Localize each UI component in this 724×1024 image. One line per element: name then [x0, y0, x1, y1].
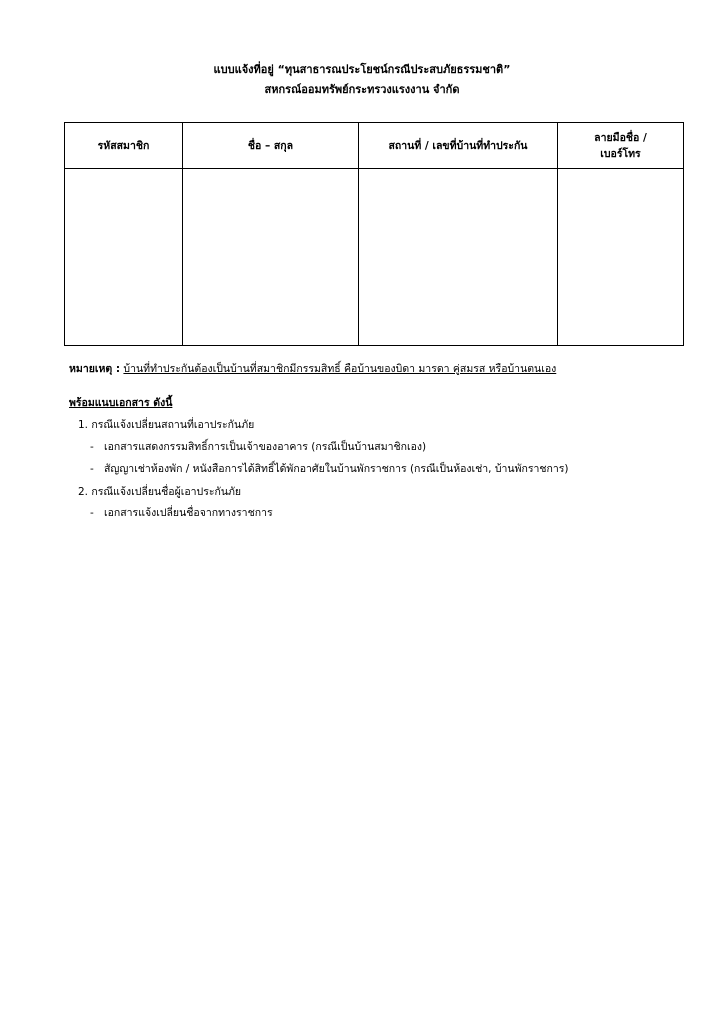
full-name-cell[interactable]: [183, 169, 359, 346]
table-row: [65, 169, 684, 346]
list-subitem: [90, 505, 273, 521]
attachments-heading: พร้อมแนบเอกสาร ดังนี้: [69, 397, 173, 409]
header-phone-label: เบอร์โทร: [600, 147, 641, 160]
remark-text: บ้านที่ทำประกันต้องเป็นบ้านที่สมาชิกมีกรรมสิทธิ์ คือบ้านของบิดา มารดา คู่สมรส หรือบ้านตนเอง: [123, 363, 557, 375]
header-signature-phone: [558, 123, 684, 169]
member-id-cell[interactable]: [65, 169, 183, 346]
list-item: 2. กรณีแจ้งเปลี่ยนชื่อผู้เอาประกันภัย: [78, 486, 242, 498]
list-subitem: [90, 439, 426, 455]
list-subitem-text: สัญญาเช่าห้องพัก / หนังสือการได้สิทธิ์ได้พักอาศัยในบ้านพักราชการ (กรณีเป็นห้องเช่า, บ้านพักราชการ): [104, 463, 569, 475]
table-header-row: [65, 123, 684, 169]
list-item: 1. กรณีแจ้งเปลี่ยนสถานที่เอาประกันภัย: [78, 419, 255, 431]
remark: [69, 361, 556, 377]
organization-name: สหกรณ์ออมทรัพย์กระทรวงแรงงาน จำกัด: [264, 83, 460, 96]
list-subitem: [90, 461, 569, 477]
list-subitem-text: เอกสารแสดงกรรมสิทธิ์การเป็นเจ้าของอาคาร (กรณีเป็นบ้านสมาชิกเอง): [104, 441, 427, 453]
form-title: แบบแจ้งที่อยู่ “ทุนสาธารณประโยชน์กรณีประสบภัยธรรมชาติ”: [213, 63, 511, 76]
dash-bullet: -: [90, 463, 94, 475]
header-insured-address: สถานที่ / เลขที่บ้านที่ทำประกัน: [359, 123, 558, 169]
member-address-table: [64, 122, 684, 346]
remark-label: หมายเหตุ :: [69, 363, 121, 375]
header-full-name: ชื่อ – สกุล: [183, 123, 359, 169]
insured-address-cell[interactable]: [359, 169, 558, 346]
header-signature-label: ลายมือชื่อ /: [594, 131, 647, 144]
header-member-id: รหัสสมาชิก: [65, 123, 183, 169]
dash-bullet: -: [90, 507, 94, 519]
signature-phone-cell[interactable]: [558, 169, 684, 346]
dash-bullet: -: [90, 441, 94, 453]
list-subitem-text: เอกสารแจ้งเปลี่ยนชื่อจากทางราชการ: [104, 507, 273, 519]
